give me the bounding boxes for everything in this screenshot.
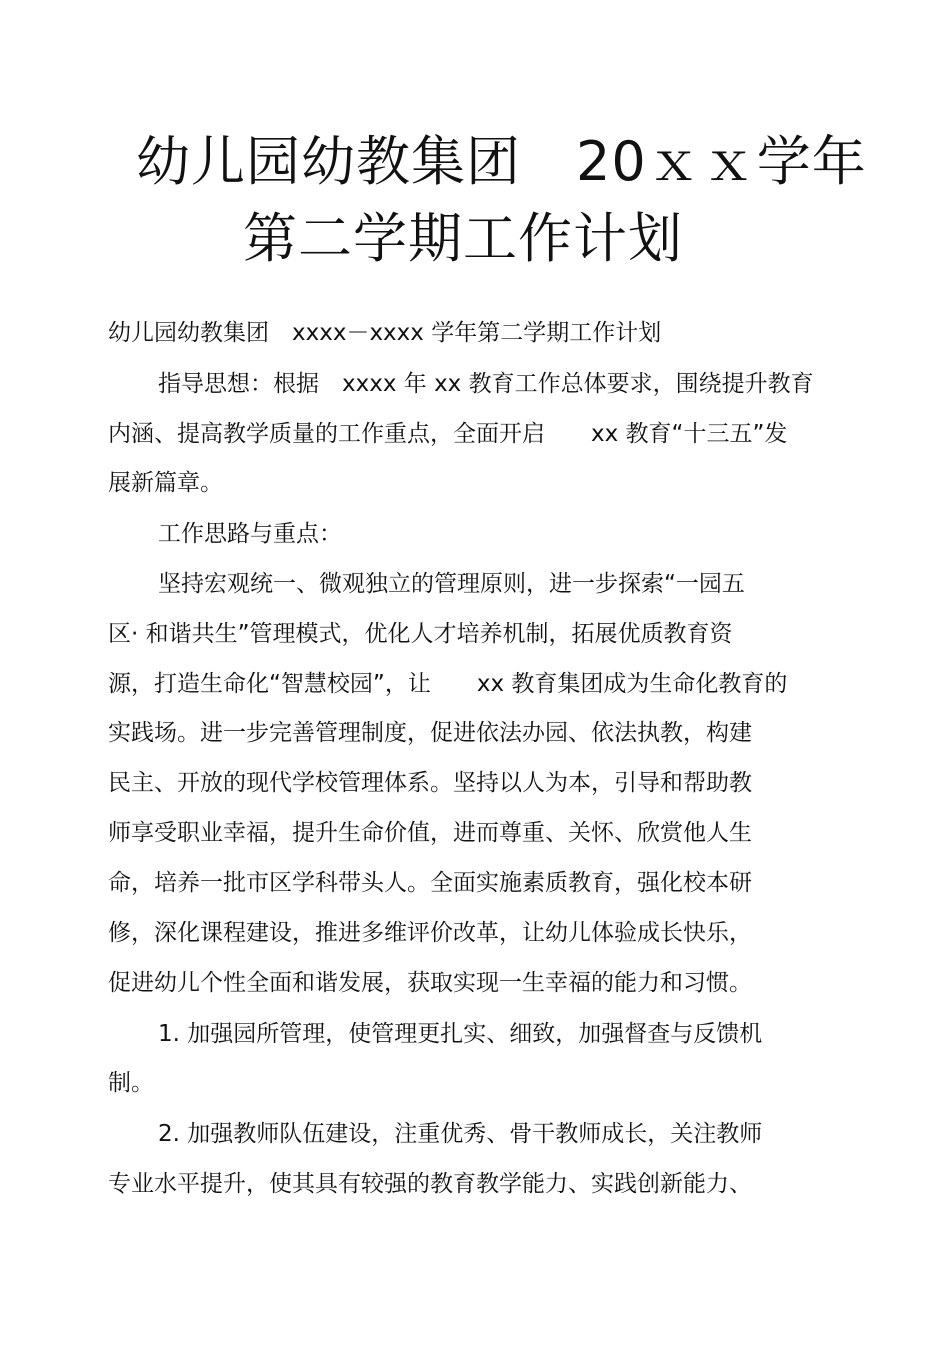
section-heading: 工作思路与重点： [158, 521, 342, 547]
list-item-line: 专业水平提升，使其具有较强的教育教学能力、实践创新能力、 [108, 1171, 752, 1197]
guiding-line: 指导思想：根据 xxxx 年 xx 教育工作总体要求，围绕提升教育 [158, 371, 814, 397]
body-line: 民主、开放的现代学校管理体系。坚持以人为本，引导和帮助教 [108, 770, 752, 796]
body-line: 区· 和谐共生”管理模式，优化人才培养机制，拓展优质教育资 [108, 621, 733, 647]
body-line: 实践场。进一步完善管理制度，促进依法办园、依法执教，构建 [108, 720, 752, 746]
body-line: 修，深化课程建设，推进多维评价改革，让幼儿体验成长快乐， [108, 920, 752, 946]
guiding-line: 展新篇章。 [108, 470, 223, 496]
document-title-line-1: 幼儿园幼教集团 20ｘｘ学年 [136, 130, 867, 193]
document-title-line-2: 第二学期工作计划 [243, 207, 683, 270]
body-line: 命，培养一批市区学科带头人。全面实施素质教育，强化校本研 [108, 870, 752, 896]
body-line: 促进幼儿个性全面和谐发展，获取实现一生幸福的能力和习惯。 [108, 970, 752, 996]
document-subtitle: 幼儿园幼教集团 xxxx－xxxx 学年第二学期工作计划 [108, 320, 662, 346]
list-item-line: 2. 加强教师队伍建设，注重优秀、骨干教师成长，关注教师 [158, 1121, 763, 1147]
list-item-line: 制。 [108, 1070, 154, 1096]
guiding-line: 内涵、提高教学质量的工作重点，全面开启 xx 教育“十三五”发 [108, 421, 788, 447]
body-line: 师享受职业幸福，提升生命价值，进而尊重、关怀、欣赏他人生 [108, 820, 752, 846]
body-line: 坚持宏观统一、微观独立的管理原则，进一步探索“一园五 [158, 571, 745, 597]
list-item-line: 1. 加强园所管理，使管理更扎实、细致，加强督查与反馈机 [158, 1021, 763, 1047]
body-line: 源，打造生命化“智慧校园”，让 xx 教育集团成为生命化教育的 [108, 671, 788, 697]
